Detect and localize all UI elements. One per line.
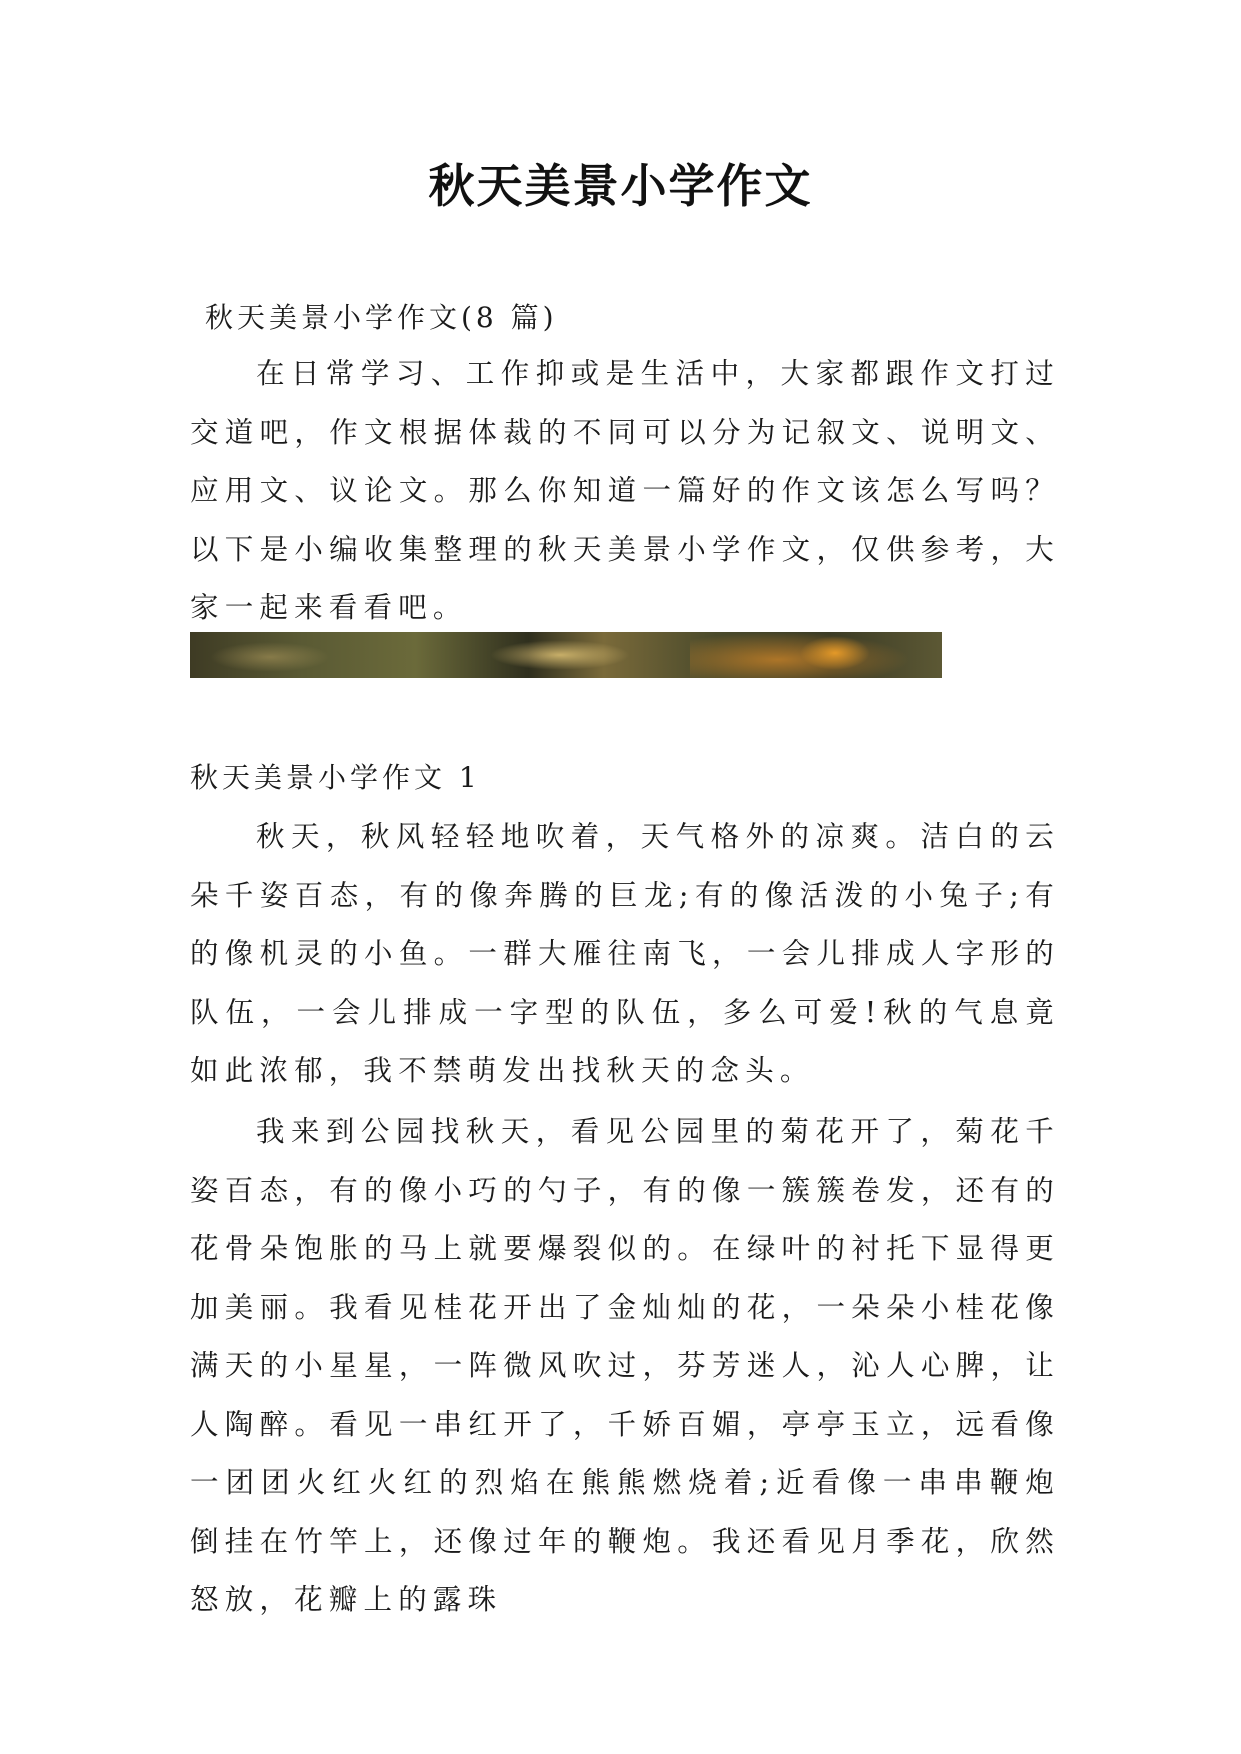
- section-heading: 秋天美景小学作文 1: [190, 761, 481, 794]
- body-paragraph: 我来到公园找秋天，看见公园里的菊花开了，菊花千姿百态，有的像小巧的勺子，有的像一簇簇卷发，还有的花骨朵饱胀的马上就要爆裂似的。在绿叶的衬托下显得更加美丽。我看见桂花开出了金灿灿的花，一朵朵小桂花像满天的小星星，一阵微风吹过，芬芳迷人，沁人心脾，让人陶醉。看见一串红开了，千娇百媚，亭亭玉立，远看像一团团火红火红的烈焰在熊熊燃烧着;近看像一串串鞭炮倒挂在竹竿上，还像过年的鞭炮。我还看见月季花，欣然怒放，花瓣上的露珠: [190, 1115, 1060, 1616]
- document-subtitle: 秋天美景小学作文(8 篇): [205, 301, 558, 334]
- document-title: 秋天美景小学作文: [428, 159, 813, 213]
- autumn-photo-banner: [190, 632, 942, 678]
- body-paragraph: 秋天，秋风轻轻地吹着，天气格外的凉爽。洁白的云朵千姿百态，有的像奔腾的巨龙;有的像活泼的小兔子;有的像机灵的小鱼。一群大雁往南飞，一会儿排成人字形的队伍，一会儿排成一字型的队伍，多么可爱!秋的气息竟如此浓郁，我不禁萌发出找秋天的念头。: [190, 820, 1060, 1087]
- intro-paragraph: 在日常学习、工作抑或是生活中，大家都跟作文打过交道吧，作文根据体裁的不同可以分为记叙文、说明文、应用文、议论文。那么你知道一篇好的作文该怎么写吗？以下是小编收集整理的秋天美景小学作文，仅供参考，大家一起来看看吧。: [190, 357, 1060, 624]
